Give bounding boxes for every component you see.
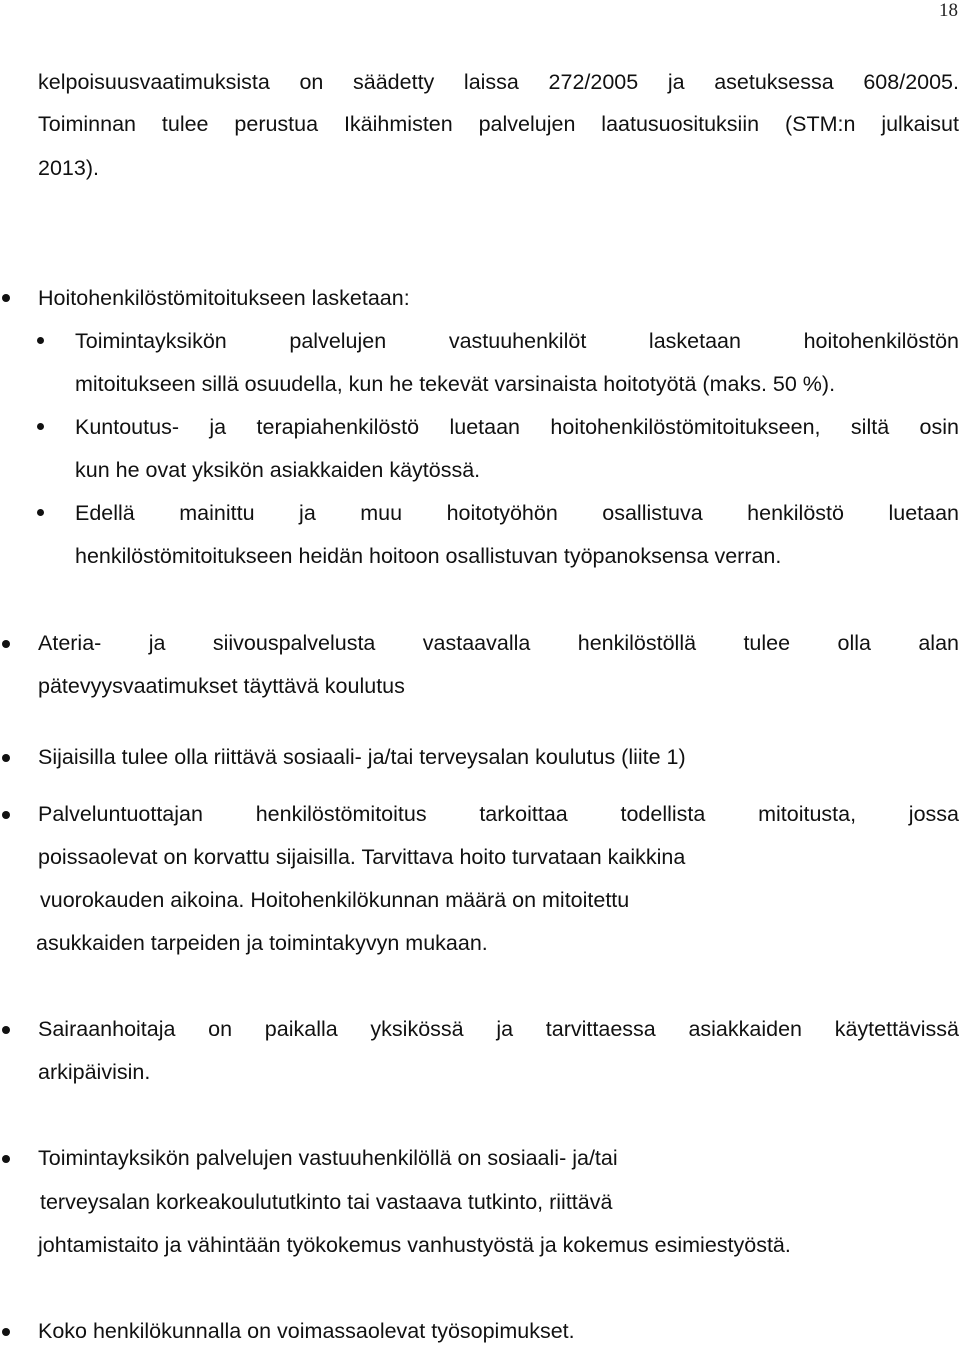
bullet-icon <box>2 754 10 762</box>
staffing-sub-1-line-1: Toimintayksikön palvelujen vastuuhenkilöt lasketaan hoitohenkilöstön <box>75 329 959 353</box>
bullet-icon <box>37 509 44 516</box>
page-number: 18 <box>939 0 958 21</box>
staffing-sub-1-line-2: mitoitukseen sillä osuudella, kun he tekevät varsinaista hoitotyötä (maks. 50 %). <box>75 372 836 396</box>
intro-line-3: 2013). <box>38 156 99 180</box>
bullet-icon <box>2 640 10 648</box>
item-5-line-1: Toimintayksikön palvelujen vastuuhenkilöllä on sosiaali- ja/tai <box>38 1146 618 1170</box>
item-3-line-2: poissaolevat on korvattu sijaisilla. Tarvittava hoito turvataan kaikkina <box>38 845 686 869</box>
bullet-icon <box>2 1155 10 1163</box>
staffing-sub-3-line-1: Edellä mainittu ja muu hoitotyöhön osallistuva henkilöstö luetaan <box>75 501 959 525</box>
item-3-line-3: vuorokauden aikoina. Hoitohenkilökunnan määrä on mitoitettu <box>40 888 630 912</box>
item-4-line-2: arkipäivisin. <box>38 1060 151 1084</box>
bullet-icon <box>2 1328 10 1336</box>
item-3-line-1: Palveluntuottajan henkilöstömitoitus tarkoittaa todellista mitoitusta, jossa <box>38 802 959 826</box>
staffing-sub-3-line-2: henkilöstömitoitukseen heidän hoitoon osallistuvan työpanoksensa verran. <box>75 544 782 568</box>
bullet-icon <box>2 294 10 302</box>
item-4-line-1: Sairaanhoitaja on paikalla yksikössä ja tarvittaessa asiakkaiden käytettävissä <box>38 1017 959 1041</box>
item-1-line-2: pätevyysvaatimukset täyttävä koulutus <box>38 674 405 698</box>
staffing-sub-2-line-1: Kuntoutus- ja terapiahenkilöstö luetaan hoitohenkilöstömitoitukseen, siltä osin <box>75 415 959 439</box>
bullet-icon <box>37 423 44 430</box>
intro-line-2: Toiminnan tulee perustua Ikäihmisten palvelujen laatusuosituksiin (STM:n julkaisut <box>38 112 959 136</box>
item-5-line-3: johtamistaito ja vähintään työkokemus vanhustyöstä ja kokemus esimiestyöstä. <box>38 1233 791 1257</box>
staffing-heading: Hoitohenkilöstömitoitukseen lasketaan: <box>38 286 410 310</box>
item-2-line-1: Sijaisilla tulee olla riittävä sosiaali- ja/tai terveysalan koulutus (liite 1) <box>38 745 686 769</box>
staffing-sub-2-line-2: kun he ovat yksikön asiakkaiden käytössä. <box>75 458 481 482</box>
item-1-line-1: Ateria- ja siivouspalvelusta vastaavalla henkilöstöllä tulee olla alan <box>38 631 959 655</box>
item-3-line-4: asukkaiden tarpeiden ja toimintakyvyn mukaan. <box>36 931 488 955</box>
bullet-icon <box>37 337 44 344</box>
item-6-line-1: Koko henkilökunnalla on voimassaolevat työsopimukset. <box>38 1319 575 1343</box>
item-5-line-2: terveysalan korkeakoulututkinto tai vastaava tutkinto, riittävä <box>40 1190 613 1214</box>
intro-line-1: kelpoisuusvaatimuksista on säädetty laissa 272/2005 ja asetuksessa 608/2005. <box>38 70 959 94</box>
bullet-icon <box>2 1026 10 1034</box>
bullet-icon <box>2 811 10 819</box>
